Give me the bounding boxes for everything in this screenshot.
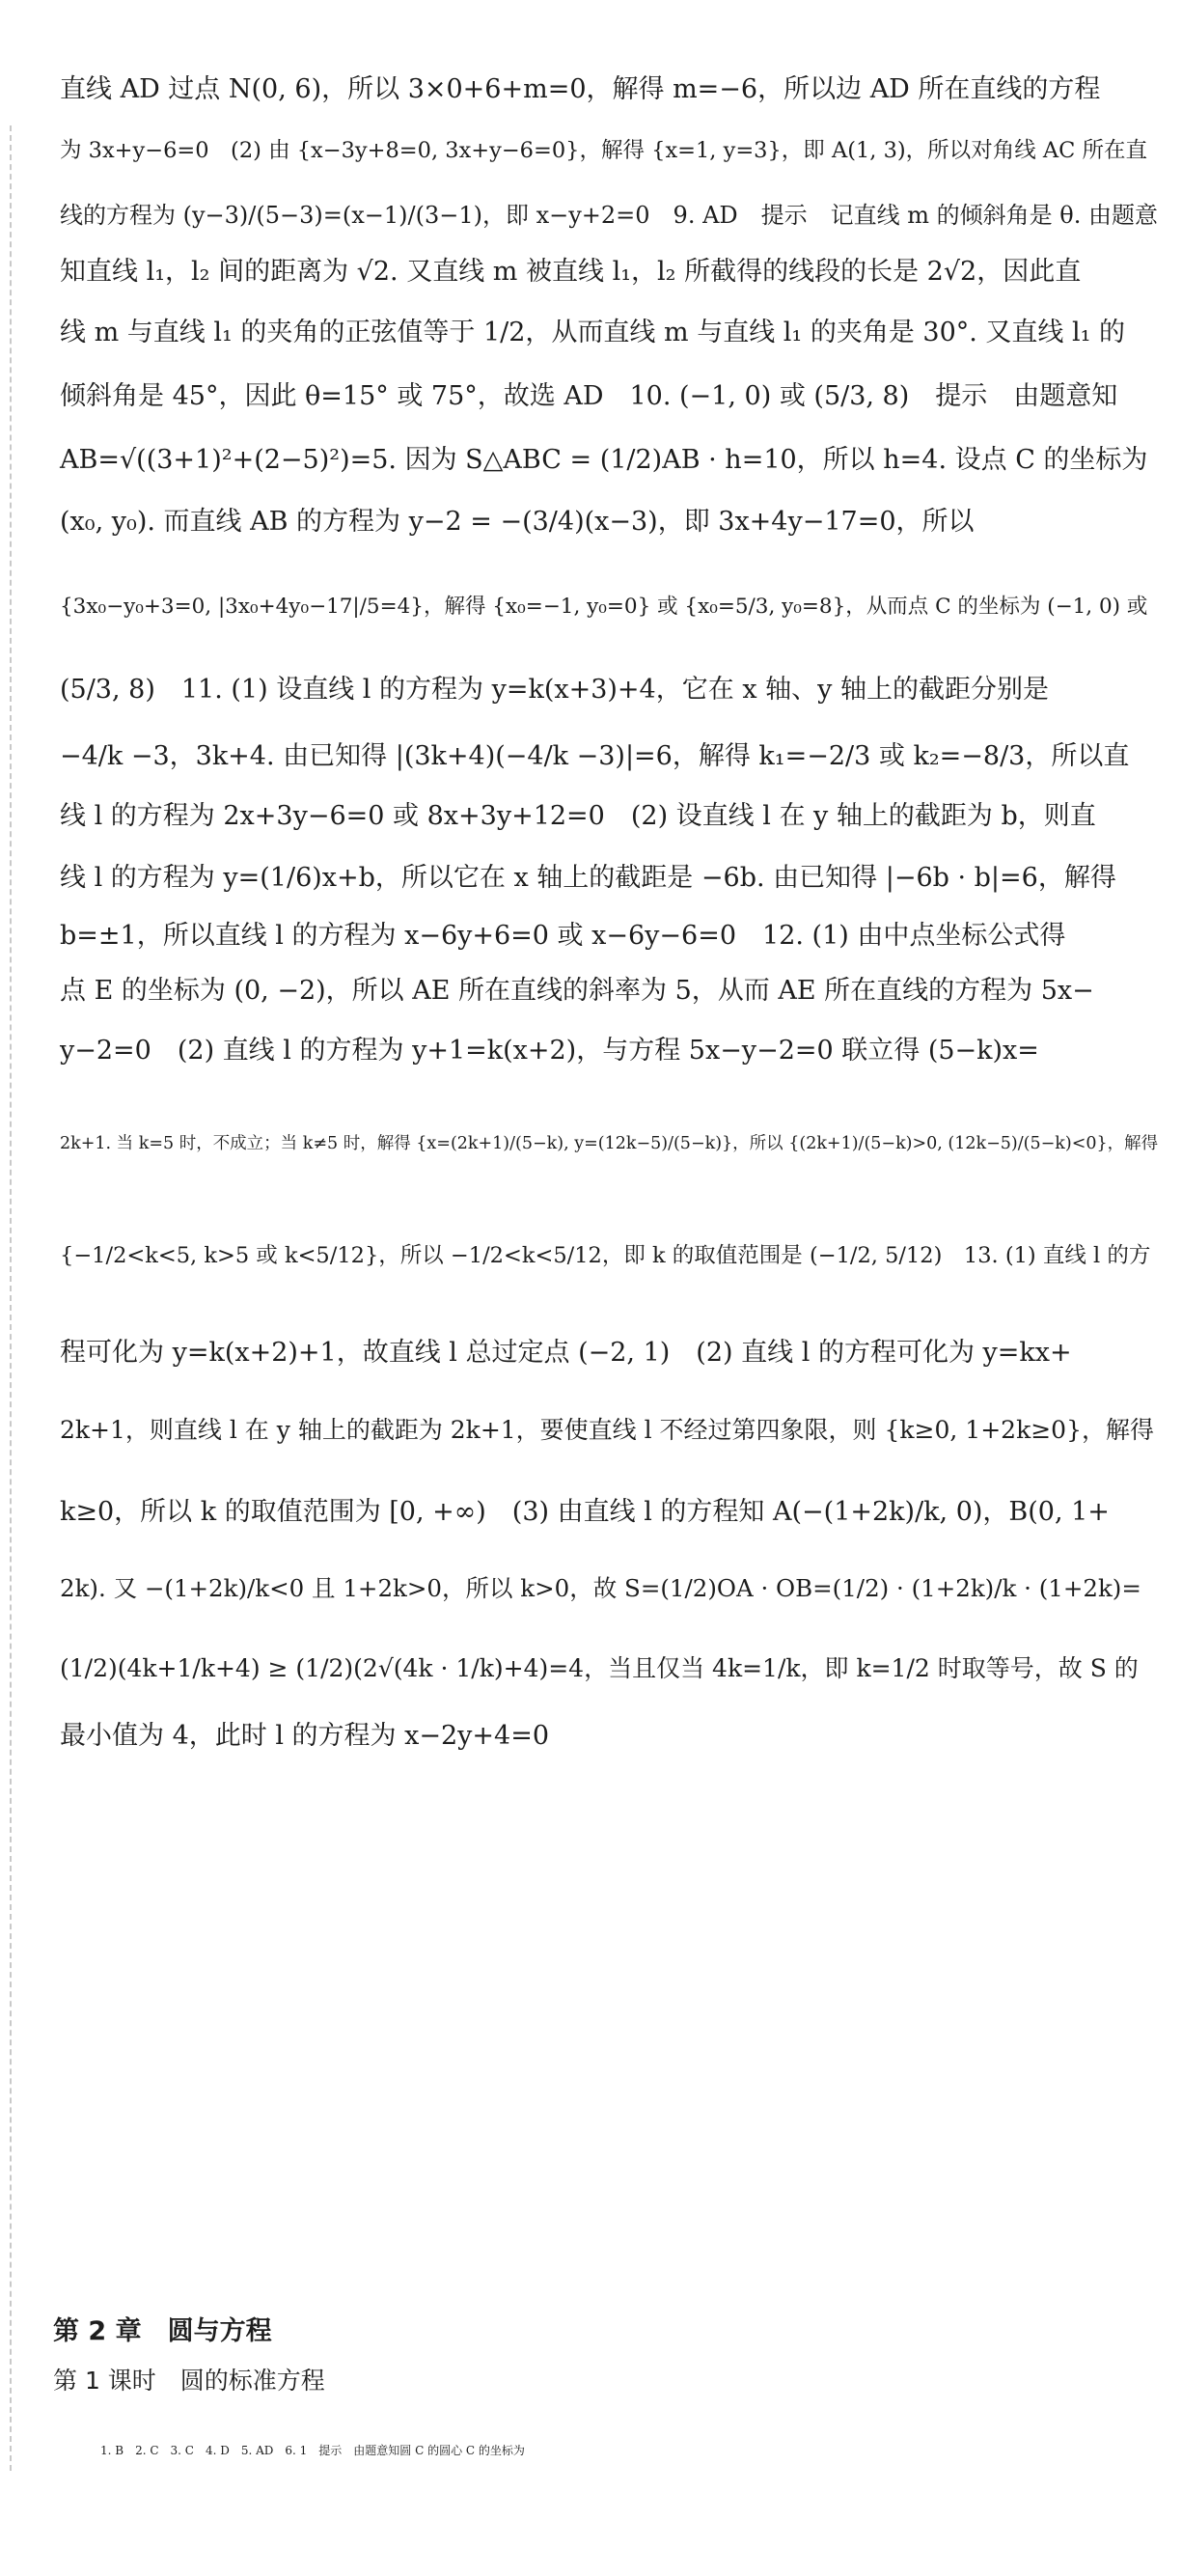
text-line: 1. B 2. C 3. C 4. D 5. AD 6. 1 提示 由题意知圆 C 的圆心 C 的坐标为 xyxy=(100,2444,525,2457)
text-line: 程可化为 y=k(x+2)+1，故直线 l 总过定点 (−2, 1) (2) 直线 l 的方程可化为 y=kx+ xyxy=(60,1338,1072,1368)
text-line: k≥0，所以 k 的取值范围为 [0, +∞) (3) 由直线 l 的方程知 A(−(1+2k)/k, 0)，B(0, 1+ xyxy=(60,1497,1110,1527)
chapter-heading: 第 2 章 圆与方程 xyxy=(53,2316,272,2346)
text-line: b=±1，所以直线 l 的方程为 x−6y+6=0 或 x−6y−6=0 12. (1) 由中点坐标公式得 xyxy=(60,921,1066,951)
text-line: 线的方程为 (y−3)/(5−3)=(x−1)/(3−1)，即 x−y+2=0 9. AD 提示 记直线 m 的倾斜角是 θ. 由题意 xyxy=(60,202,1159,229)
text-line: (1/2)(4k+1/k+4) ≥ (1/2)(2√(4k · 1/k)+4)=4，当且仅当 4k=1/k，即 k=1/2 时取等号，故 S 的 xyxy=(60,1654,1139,1682)
text-line: 直线 AD 过点 N(0, 6)，所以 3×0+6+m=0，解得 m=−6，所以边 AD 所在直线的方程 xyxy=(60,74,1101,104)
text-line: 点 E 的坐标为 (0, −2)，所以 AE 所在直线的斜率为 5，从而 AE 所在直线的方程为 5x− xyxy=(60,976,1094,1006)
text-line: (5/3, 8) 11. (1) 设直线 l 的方程为 y=k(x+3)+4，它在 x 轴、y 轴上的截距分别是 xyxy=(60,675,1049,705)
text-line: 最小值为 4，此时 l 的方程为 x−2y+4=0 xyxy=(60,1721,550,1751)
text-line: 为 3x+y−6=0 (2) 由 {x−3y+8=0, 3x+y−6=0}，解得 {x=1, y=3}，即 A(1, 3)，所以对角线 AC 所在直 xyxy=(60,138,1147,163)
text-line: 线 m 与直线 l₁ 的夹角的正弦值等于 1/2，从而直线 m 与直线 l₁ 的夹角是 30°. 又直线 l₁ 的 xyxy=(60,318,1126,347)
text-line: 线 l 的方程为 y=(1/6)x+b，所以它在 x 轴上的截距是 −6b. 由已知得 |−6b · b|=6，解得 xyxy=(60,863,1116,893)
text-line: {−1/2<k<5, k>5 或 k<5/12}，所以 −1/2<k<5/12，即 k 的取值范围是 (−1/2, 5/12) 13. (1) 直线 l 的方 xyxy=(60,1243,1151,1268)
text-line: 2k+1. 当 k=5 时，不成立；当 k≠5 时，解得 {x=(2k+1)/(5−k), y=(12k−5)/(5−k)}，所以 {(2k+1)/(5−k)>0, (12k−5)/(5−k)<0}，解得 xyxy=(60,1134,1159,1153)
lesson-heading: 第 1 课时 圆的标准方程 xyxy=(53,2367,325,2395)
text-line: −4/k −3，3k+4. 由已知得 |(3k+4)(−4/k −3)|=6，解得 k₁=−2/3 或 k₂=−8/3，所以直 xyxy=(60,741,1130,771)
text-line: 2k+1，则直线 l 在 y 轴上的截距为 2k+1，要使直线 l 不经过第四象限，则 {k≥0, 1+2k≥0}，解得 xyxy=(60,1416,1154,1444)
text-line: y−2=0 (2) 直线 l 的方程为 y+1=k(x+2)，与方程 5x−y−2=0 联立得 (5−k)x= xyxy=(60,1036,1039,1066)
page-margin-rule xyxy=(10,125,12,2471)
text-line: 线 l 的方程为 2x+3y−6=0 或 8x+3y+12=0 (2) 设直线 l 在 y 轴上的截距为 b，则直 xyxy=(60,801,1096,831)
text-line: 2k). 又 −(1+2k)/k<0 且 1+2k>0，所以 k>0，故 S=(1/2)OA · OB=(1/2) · (1+2k)/k · (1+2k)= xyxy=(60,1574,1141,1602)
text-line: (x₀, y₀). 而直线 AB 的方程为 y−2 = −(3/4)(x−3)，即 3x+4y−17=0，所以 xyxy=(60,507,975,537)
text-line: 知直线 l₁，l₂ 间的距离为 √2. 又直线 m 被直线 l₁，l₂ 所截得的线段的长是 2√2，因此直 xyxy=(60,257,1082,287)
text-line: {3x₀−y₀+3=0, |3x₀+4y₀−17|/5=4}，解得 {x₀=−1, y₀=0} 或 {x₀=5/3, y₀=8}，从而点 C 的坐标为 (−1, 0) 或 xyxy=(60,595,1148,619)
text-line: 倾斜角是 45°，因此 θ=15° 或 75°，故选 AD 10. (−1, 0) 或 (5/3, 8) 提示 由题意知 xyxy=(60,381,1118,411)
text-line: AB=√((3+1)²+(2−5)²)=5. 因为 S△ABC = (1/2)AB · h=10，所以 h=4. 设点 C 的坐标为 xyxy=(60,445,1148,475)
